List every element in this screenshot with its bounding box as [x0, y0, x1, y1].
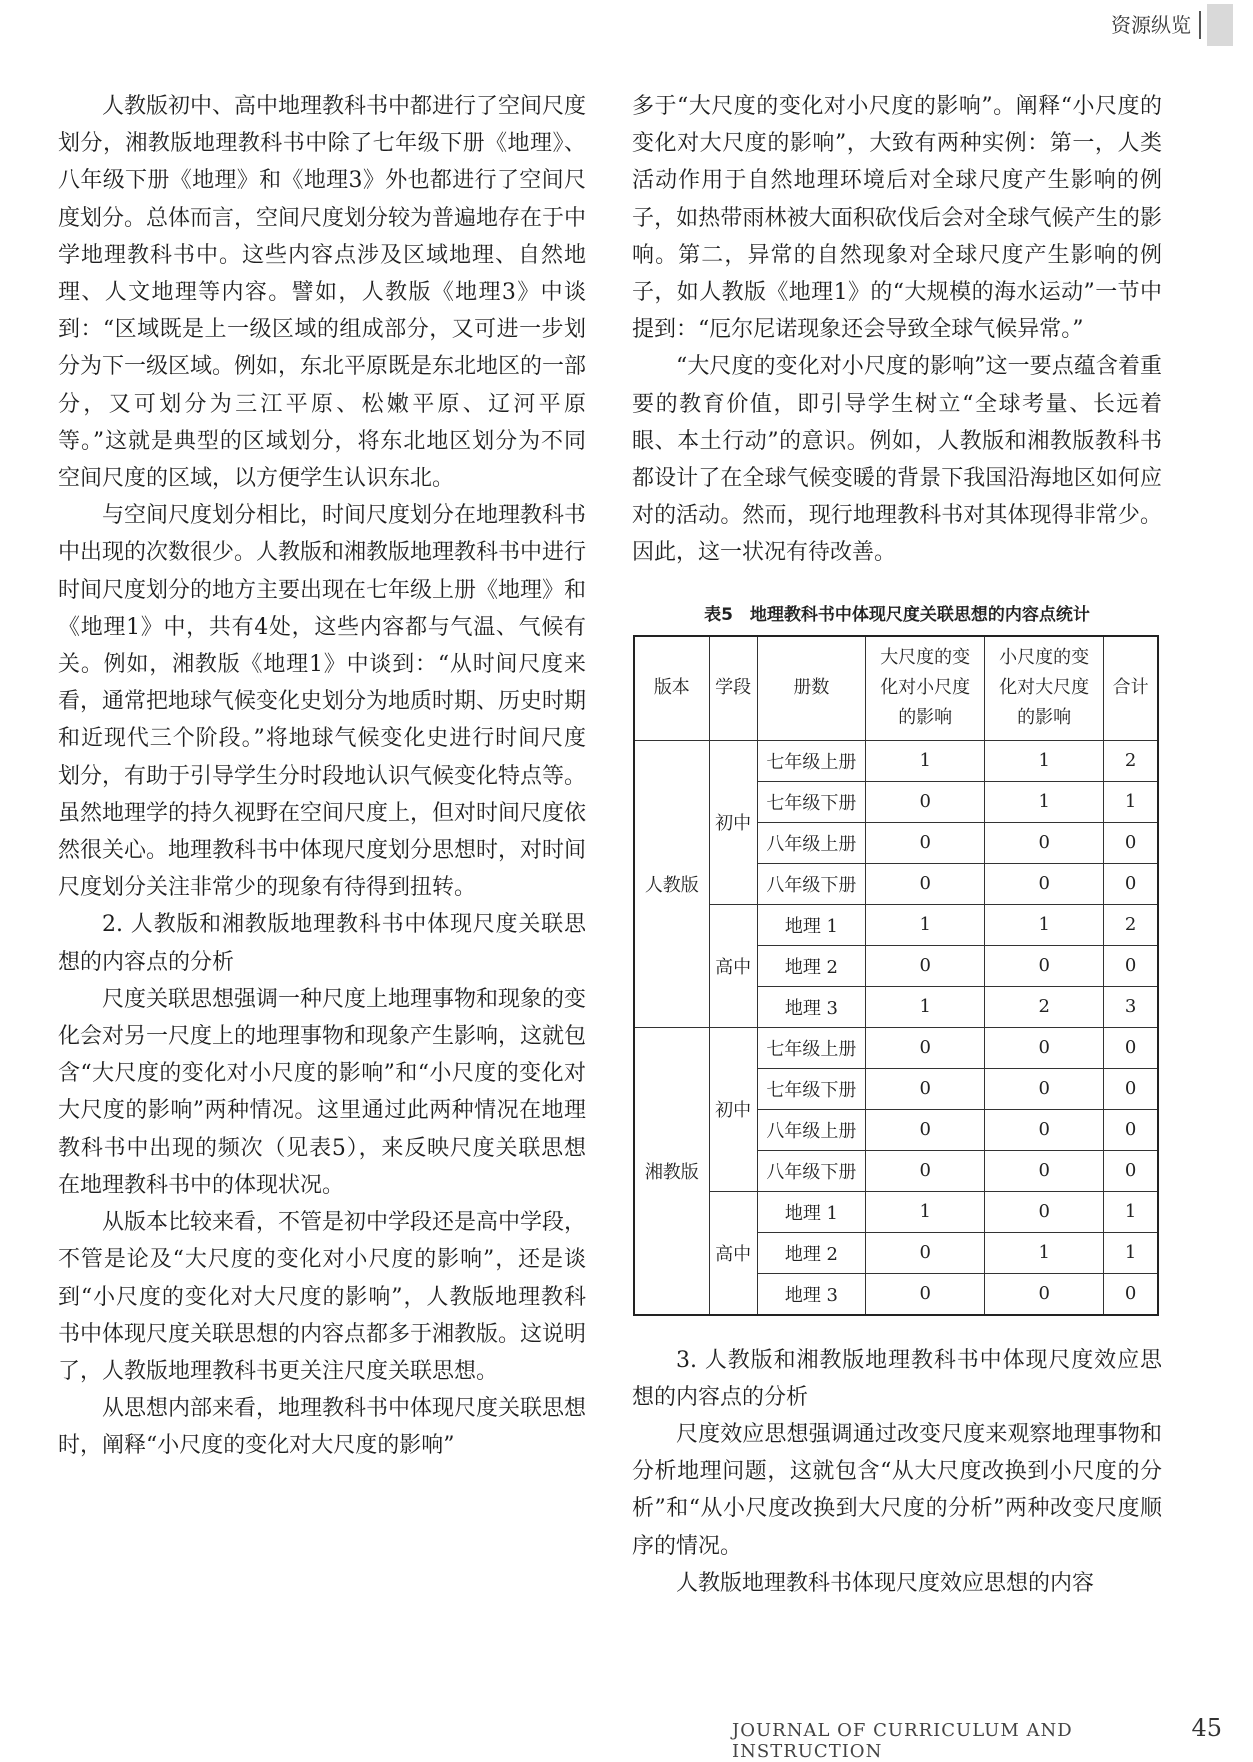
total-cell: 3	[1104, 986, 1158, 1027]
total-cell: 2	[1104, 740, 1158, 781]
section-label: 资源纵览	[1111, 11, 1201, 39]
total-cell: 2	[1104, 904, 1158, 945]
paragraph: 人教版初中、高中地理教科书中都进行了空间尺度划分，湘教版地理教科书中除了七年级下册《地理》、八年级下册《地理》和《地理3》外也都进行了空间尺度划分。总体而言，空间尺度划分较为普遍地存在于中学地理教科书中。这些内容点涉及区域地理、自然地理、人文地理等内容。譬如，人教版《地理3》中谈到：“区域既是上一级区域的组成部分，又可进一步划分为下一级区域。例如，东北平原既是东北地区的一部分，又可划分为三江平原、松嫩平原、辽河平原等。”这就是典型的区域划分，将东北地区划分为不同空间尺度的区域，以方便学生认识东北。	[58, 94, 587, 492]
value-cell: 1	[866, 904, 985, 945]
total-cell: 1	[1104, 1232, 1158, 1273]
value-cell: 0	[866, 781, 985, 822]
book-cell: 地理 3	[757, 1273, 866, 1315]
total-cell: 0	[1104, 1027, 1158, 1068]
stats-table	[633, 635, 1159, 1316]
paragraph: 与空间尺度划分相比，时间尺度划分在地理教科书中出现的次数很少。人教版和湘教版地理教科书中进行时间尺度划分的地方主要出现在七年级上册《地理》和《地理1》中，共有4处，这些内容都与气温、气候有关。例如，湘教版《地理1》中谈到：“从时间尺度来看，通常把地球气候变化史划分为地质时期、历史时期和近现代三个阶段。”将地球气候变化史进行时间尺度划分，有助于引导学生分时段地认识气候变化特点等。虽然地理学的持久视野在空间尺度上，但对时间尺度依然很关心。地理教科书中体现尺度划分思想时，对时间尺度划分关注非常少的现象有待得到扭转。	[58, 503, 587, 901]
table-row	[634, 740, 1158, 781]
book-cell: 地理 1	[757, 1191, 866, 1232]
value-cell: 0	[866, 822, 985, 863]
paragraph: 尺度关联思想强调一种尺度上地理事物和现象的变化会对另一尺度上的地理事物和现象产生影响，这就包含“大尺度的变化对小尺度的影响”和“小尺度的变化对大尺度的影响”两种情况。这里通过此两种情况在地理教科书中出现的频次（见表5），来反映尺度关联思想在地理教科书中的体现状况。	[58, 986, 587, 1198]
total-cell: 0	[1104, 1150, 1158, 1191]
after-table-text	[632, 1342, 1162, 1602]
stage-cell: 高中	[709, 1191, 757, 1315]
stage-cell: 高中	[709, 904, 757, 1027]
header-cell: 合计	[1104, 636, 1158, 741]
book-cell: 八年级下册	[757, 863, 866, 904]
total-cell: 0	[1104, 1068, 1158, 1109]
total-cell: 0	[1104, 1273, 1158, 1315]
value-cell: 0	[985, 1068, 1104, 1109]
book-cell: 八年级上册	[757, 1109, 866, 1150]
left-column	[58, 88, 586, 1465]
value-cell: 0	[866, 945, 985, 986]
total-cell: 1	[1104, 781, 1158, 822]
table-row	[634, 1191, 1158, 1232]
paragraph: 人教版地理教科书体现尺度效应思想的内容	[676, 1570, 1095, 1596]
value-cell: 0	[985, 1027, 1104, 1068]
book-cell: 八年级上册	[757, 822, 866, 863]
total-cell: 0	[1104, 863, 1158, 904]
book-cell: 七年级下册	[757, 1068, 866, 1109]
book-cell: 地理 2	[757, 1232, 866, 1273]
header-cell: 小尺度的变化对大尺度的影响	[985, 636, 1104, 741]
value-cell: 1	[985, 740, 1104, 781]
value-cell: 1	[985, 904, 1104, 945]
header-cell: 大尺度的变化对小尺度的影响	[866, 636, 985, 741]
header-cell: 册数	[757, 636, 866, 741]
edition-cell: 人教版	[634, 740, 709, 1027]
table-header-row	[634, 636, 1158, 741]
table-body	[634, 740, 1158, 1315]
edition-cell: 湘教版	[634, 1027, 709, 1315]
value-cell: 0	[866, 1150, 985, 1191]
value-cell: 1	[866, 986, 985, 1027]
section-heading: 2. 人教版和湘教版地理教科书中体现尺度关联思想的内容点的分析	[58, 912, 586, 975]
book-cell: 八年级下册	[757, 1150, 866, 1191]
section-heading: 3. 人教版和湘教版地理教科书中体现尺度效应思想的内容点的分析	[632, 1347, 1162, 1410]
book-cell: 地理 1	[757, 904, 866, 945]
value-cell: 0	[985, 1150, 1104, 1191]
stage-cell: 初中	[709, 1027, 757, 1191]
value-cell: 0	[866, 1109, 985, 1150]
value-cell: 0	[866, 863, 985, 904]
section-tag	[1111, 4, 1233, 46]
value-cell: 0	[985, 863, 1104, 904]
section-tab-block	[1207, 4, 1233, 46]
right-column	[632, 88, 1162, 1602]
paragraph: 从思想内部来看，地理教科书中体现尺度关联思想时，阐释“小尺度的变化对大尺度的影响”	[58, 1396, 587, 1459]
paragraph: 尺度效应思想强调通过改变尺度来观察地理事物和分析地理问题，这就包含“从大尺度改换到小尺度的分析”和“从小尺度改换到大尺度的分析”两种改变尺度顺序的情况。	[632, 1422, 1162, 1559]
page-number: 45	[1191, 1714, 1222, 1742]
total-cell: 0	[1104, 945, 1158, 986]
value-cell: 0	[866, 1232, 985, 1273]
value-cell: 0	[985, 822, 1104, 863]
table-caption: 表5 地理教科书中体现尺度关联思想的内容点统计	[704, 604, 1090, 625]
header-cell: 版本	[634, 636, 709, 741]
value-cell: 0	[985, 1109, 1104, 1150]
value-cell: 1	[985, 1232, 1104, 1273]
book-cell: 地理 2	[757, 945, 866, 986]
stage-cell: 初中	[709, 740, 757, 904]
value-cell: 2	[985, 986, 1104, 1027]
table-row	[634, 1027, 1158, 1068]
value-cell: 1	[985, 781, 1104, 822]
header-cell: 学段	[709, 636, 757, 741]
value-cell: 0	[866, 1027, 985, 1068]
book-cell: 七年级上册	[757, 740, 866, 781]
paragraph: 多于“大尺度的变化对小尺度的影响”。阐释“小尺度的变化对大尺度的影响”，大致有两种实例：第一，人类活动作用于自然地理环境后对全球尺度产生影响的例子，如热带雨林被大面积砍伐后会对全球气候产生的影响。第二，异常的自然现象对全球尺度产生影响的例子，如人教版《地理1》的“大规模的海水运动”一节中提到：“厄尔尼诺现象还会导致全球气候异常。”	[632, 94, 1162, 343]
book-cell: 七年级下册	[757, 781, 866, 822]
page-footer	[732, 1714, 1222, 1762]
book-cell: 地理 3	[757, 986, 866, 1027]
journal-name: JOURNAL OF CURRICULUM AND INSTRUCTION	[732, 1720, 1073, 1762]
paragraph: “大尺度的变化对小尺度的影响”这一要点蕴含着重要的教育价值，即引导学生树立“全球考量、长远着眼、本土行动”的意识。例如，人教版和湘教版教科书都设计了在全球气候变暖的背景下我国沿海地区如何应对的活动。然而，现行地理教科书对其体现得非常少。因此，这一状况有待改善。	[632, 354, 1162, 566]
total-cell: 0	[1104, 1109, 1158, 1150]
total-cell: 1	[1104, 1191, 1158, 1232]
value-cell: 0	[866, 1068, 985, 1109]
value-cell: 0	[985, 945, 1104, 986]
book-cell: 七年级上册	[757, 1027, 866, 1068]
value-cell: 0	[866, 1273, 985, 1315]
value-cell: 1	[866, 740, 985, 781]
value-cell: 0	[985, 1273, 1104, 1315]
table-row	[634, 904, 1158, 945]
paragraph: 从版本比较来看，不管是初中学段还是高中学段，不管是论及“大尺度的变化对小尺度的影响”，还是谈到“小尺度的变化对大尺度的影响”，人教版地理教科书中体现尺度关联思想的内容点都多于湘教版。这说明了，人教版地理教科书更关注尺度关联思想。	[58, 1210, 587, 1384]
total-cell: 0	[1104, 822, 1158, 863]
value-cell: 0	[985, 1191, 1104, 1232]
value-cell: 1	[866, 1191, 985, 1232]
